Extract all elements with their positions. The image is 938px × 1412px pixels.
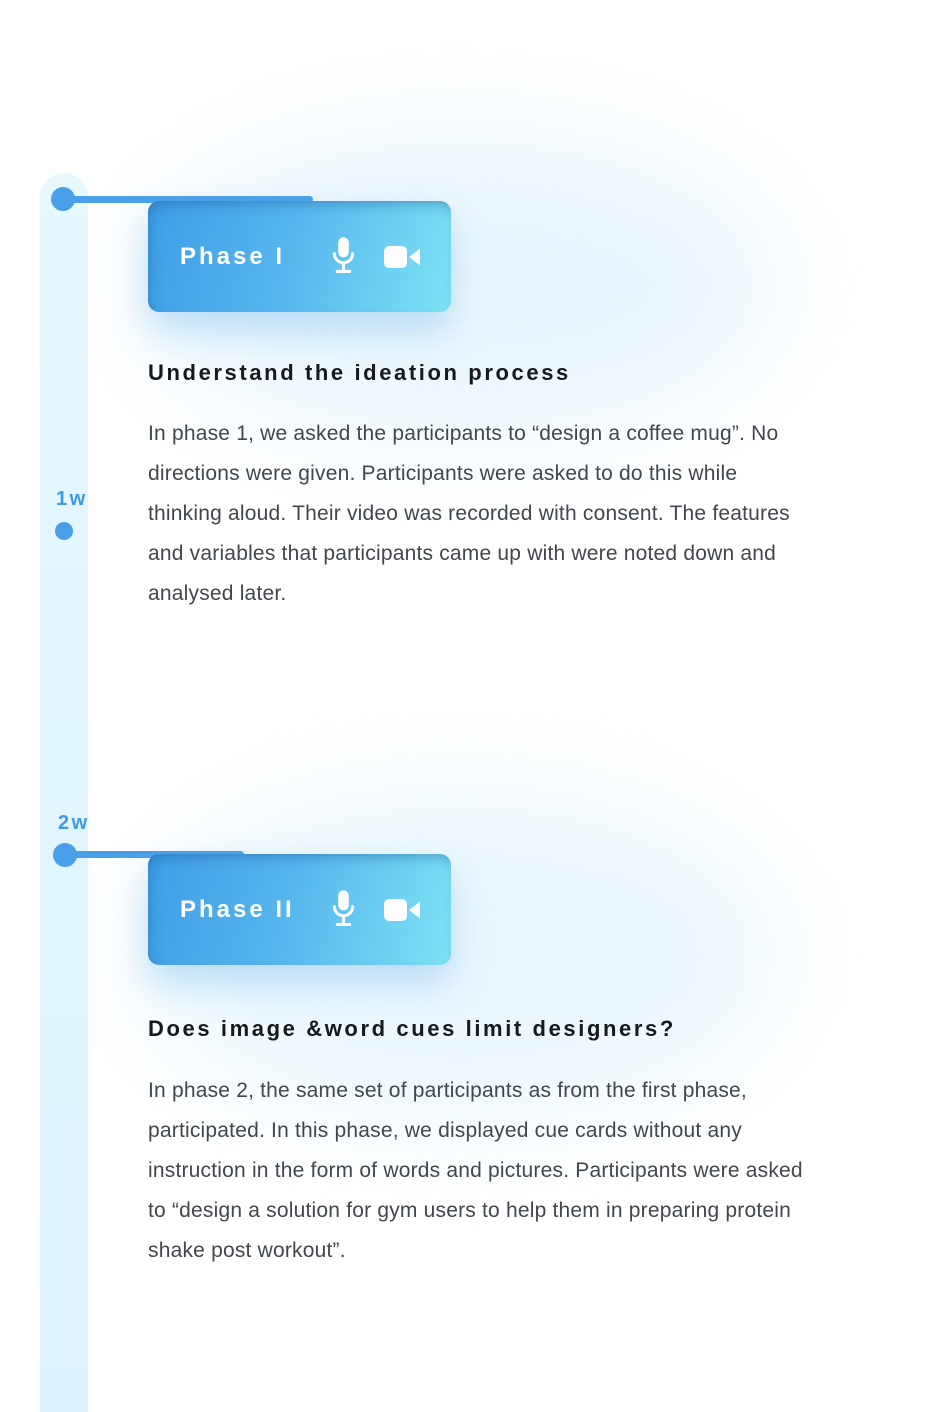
timeline-node-phase-2 xyxy=(53,843,77,867)
microphone-icon xyxy=(331,236,356,277)
timeline-node-1w xyxy=(55,522,73,540)
phase-2-card[interactable] xyxy=(148,854,451,965)
phase-2-description: In phase 2, the same set of participants as from the first phase, participated. In this phase, we displayed cue cards without any instruction in the form of words and pictures. Participants were asked to “design a solution for gym users to help them in preparing protein shake post workout”. xyxy=(148,1079,803,1262)
phase-1-card[interactable] xyxy=(148,201,451,312)
timeline-bar xyxy=(40,173,88,1412)
phase-1-card-label: Phase I xyxy=(180,242,286,270)
timeline-marker-1w: 1w xyxy=(56,488,88,510)
phase-2-heading: Does image &word cues limit designers? xyxy=(148,1016,676,1041)
video-camera-icon xyxy=(384,244,420,270)
microphone-icon xyxy=(331,889,356,930)
timeline-marker-2w: 2w xyxy=(58,812,90,834)
video-camera-icon xyxy=(384,897,420,923)
phase-1-description: In phase 1, we asked the participants to “design a coffee mug”. No directions were given. Participants were asked to do this while thinking aloud. Their video was recorded with consent. The features and variables that participants came up with were noted down and analysed later. xyxy=(148,422,790,605)
phase-2-card-label: Phase II xyxy=(180,895,295,923)
timeline-node-phase-1 xyxy=(51,187,75,211)
phase-1-heading: Understand the ideation process xyxy=(148,360,571,385)
